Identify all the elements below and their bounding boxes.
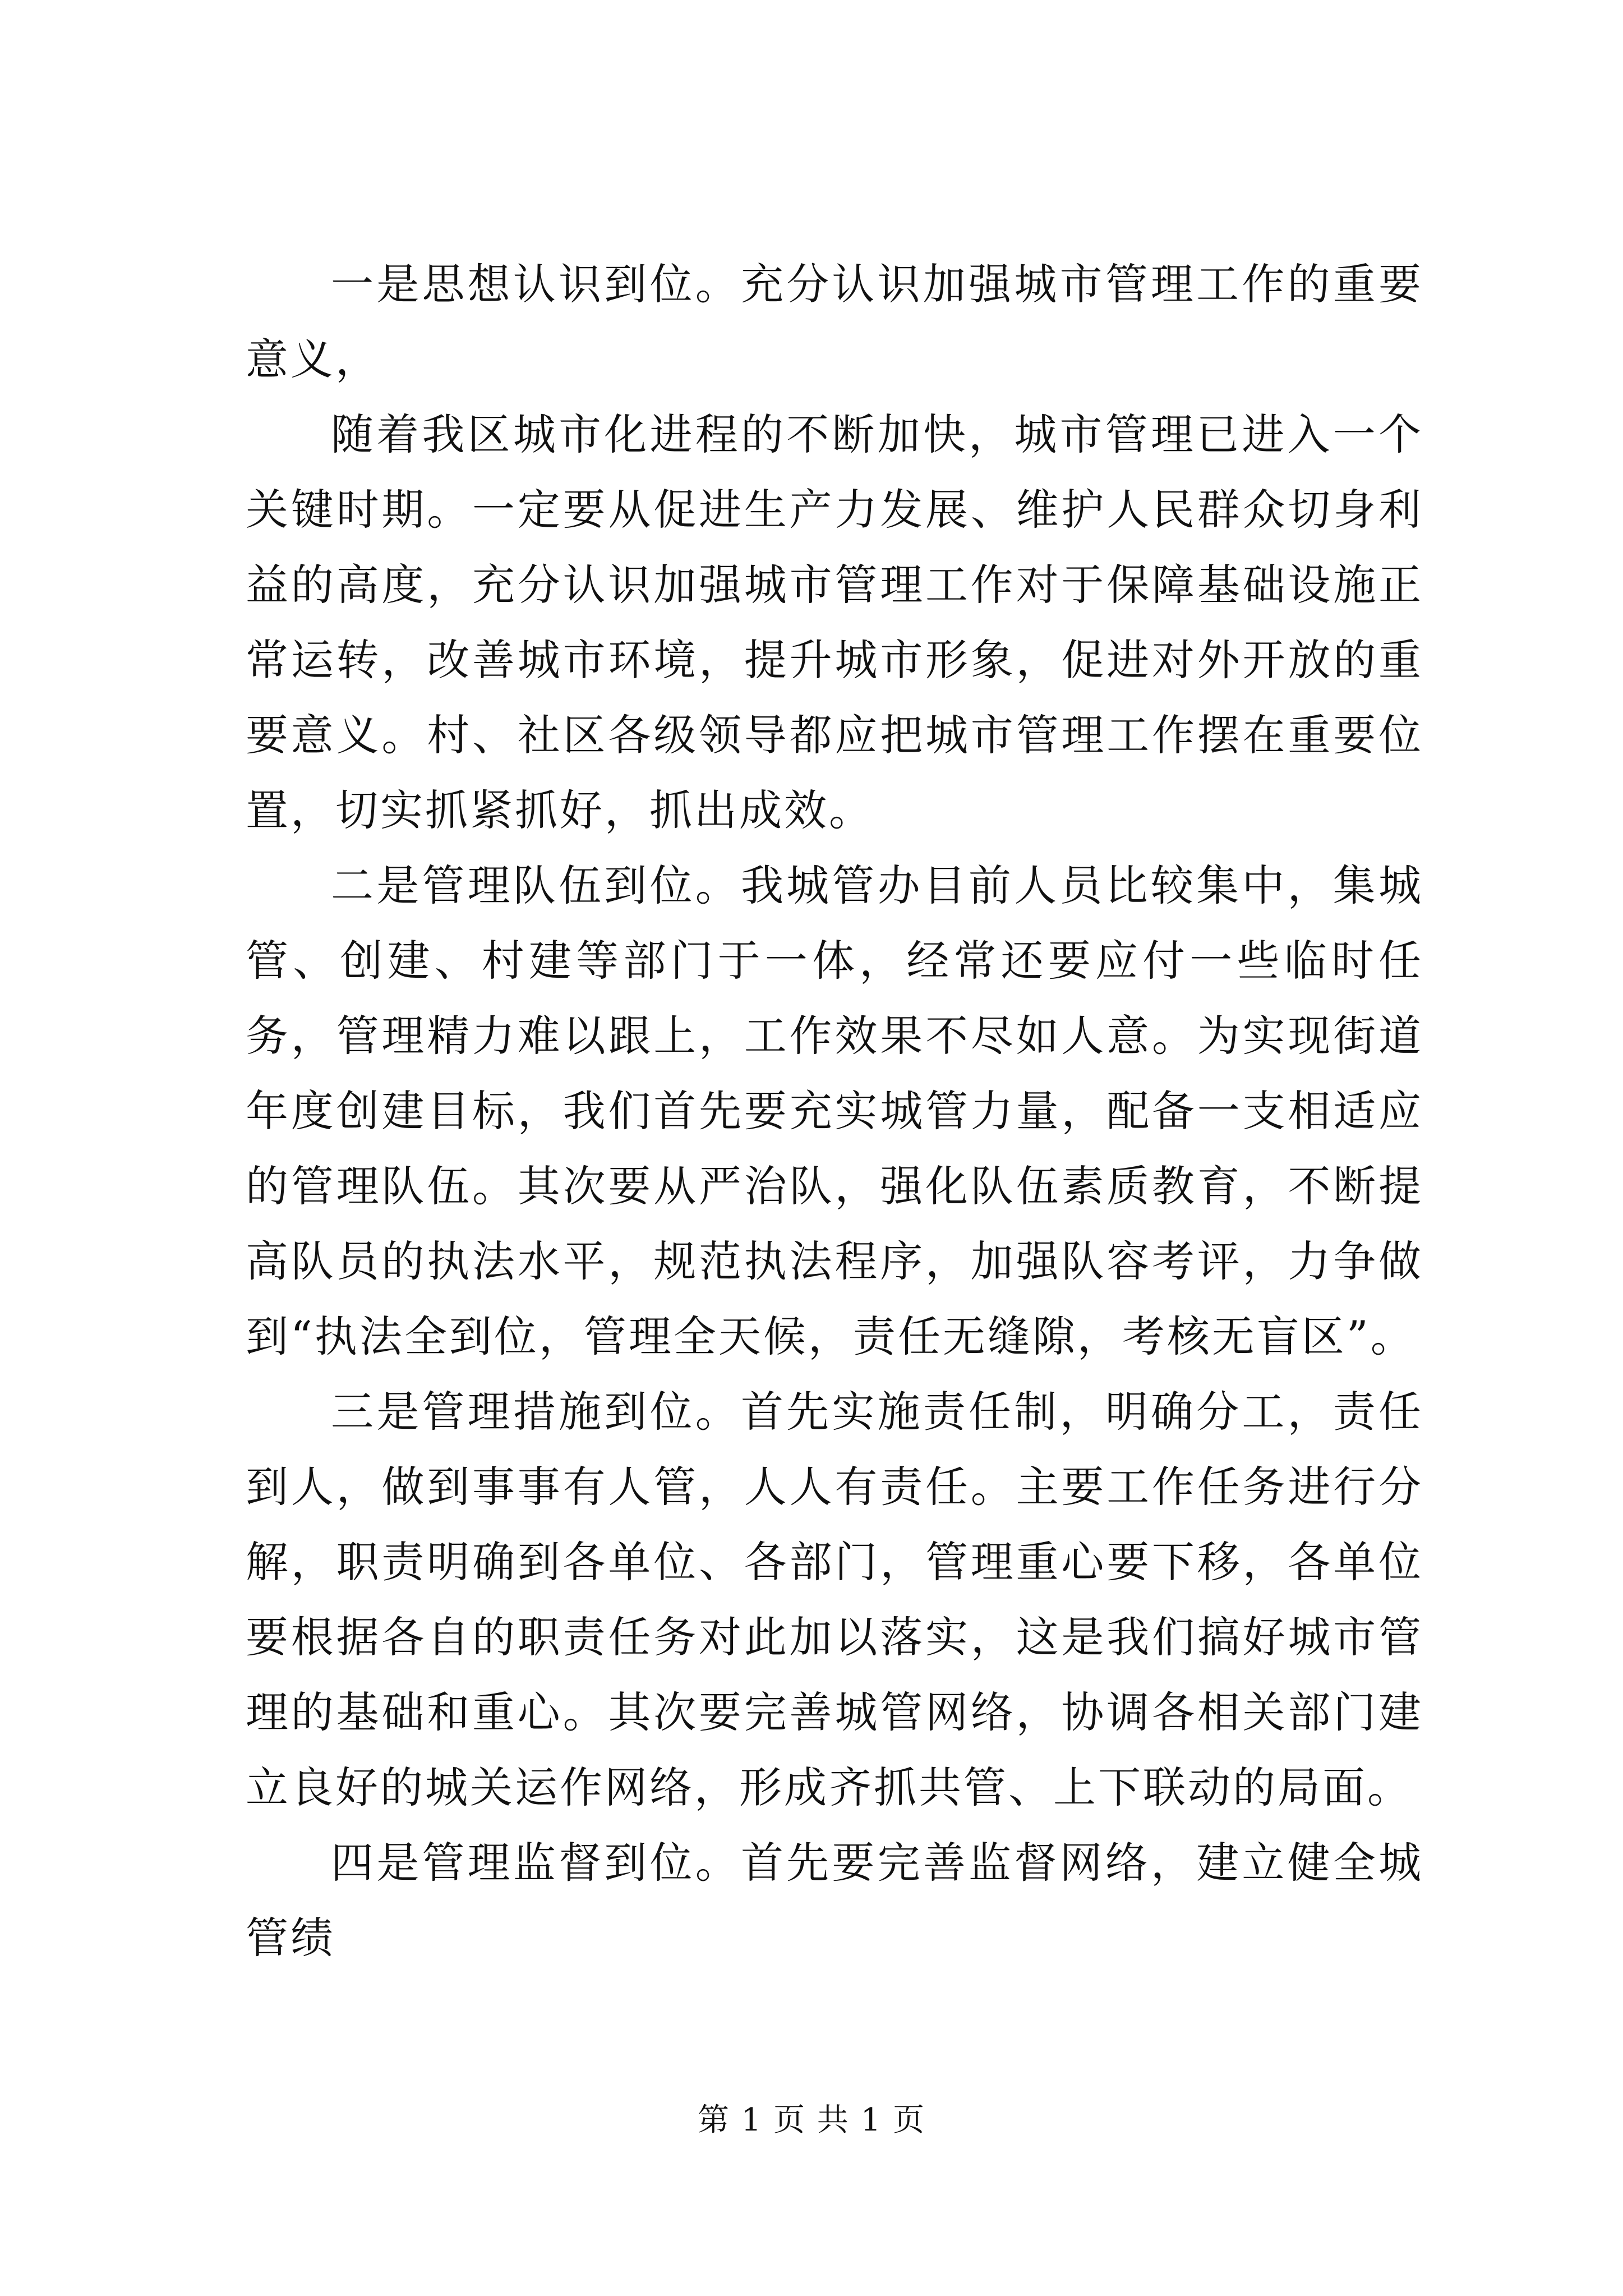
paragraph: 四是管理监督到位。首先要完善监督网络，建立健全城管绩 bbox=[246, 1838, 1423, 1963]
paragraph: 随着我区城市化进程的不断加快，城市管理已进入一个关键时期。一定要从促进生产力发展、维护人民群众切身利益的高度，充分认识加强城市管理工作对于保障基础设施正常运转，改善城市环境，提升城市形象，促进对外开放的重要意义。村、社区各级领导都应把城市管理工作摆在重要位置，切实抓紧抓好，抓出成效。 bbox=[246, 409, 1423, 835]
paragraph: 二是管理队伍到位。我城管办目前人员比较集中，集城管、创建、村建等部门于一体，经常还要应付一些临时任务，管理精力难以跟上，工作效果不尽如人意。为实现街道年度创建目标，我们首先要充实城管力量，配备一支相适应的管理队伍。其次要从严治队，强化队伍素质教育，不断提高队员的执法水平，规范执法程序，加强队容考评，力争做到“执法全到位，管理全天候，责任无缝隙，考核无盲区”。 bbox=[246, 861, 1423, 1361]
page-number-footer: 第 1 页 共 1 页 bbox=[697, 2102, 926, 2138]
paragraph: 一是思想认识到位。充分认识加强城市管理工作的重要意义， bbox=[246, 259, 1423, 384]
paragraph: 三是管理措施到位。首先实施责任制，明确分工，责任到人，做到事事有人管，人人有责任。主要工作任务进行分解，职责明确到各单位、各部门，管理重心要下移，各单位要根据各自的职责任务对此加以落实，这是我们搞好城市管理的基础和重心。其次要完善城管网络，协调各相关部门建立良好的城关运作网络，形成齐抓共管、上下联动的局面。 bbox=[246, 1387, 1423, 1812]
document-body bbox=[246, 247, 1423, 1976]
